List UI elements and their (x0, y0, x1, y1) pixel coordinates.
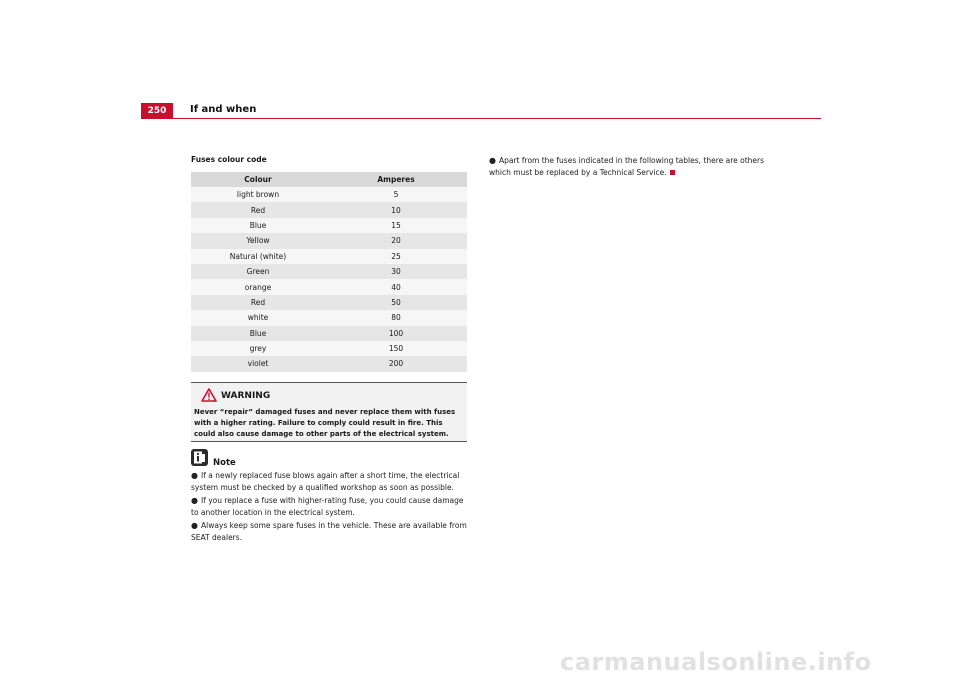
table-row (191, 341, 467, 356)
warning-text: Never “repair” damaged fuses and never replace them with fuses with a higher rating. Failure to comply could result in fire. This could also cause damage to other parts of the electrical system. (194, 408, 456, 438)
page-number: 250 (141, 103, 173, 119)
amperes-cell: 30 (325, 264, 467, 279)
amperes-cell: 5 (325, 187, 467, 202)
colour-cell: Blue (191, 326, 325, 341)
colour-cell: Blue (191, 218, 325, 233)
table-row (191, 295, 467, 310)
note-title: Note (213, 458, 236, 468)
table-row (191, 187, 467, 202)
table-header-row (191, 172, 467, 187)
header-rule (141, 118, 821, 119)
note-bullet (191, 495, 469, 518)
amperes-cell: 200 (325, 356, 467, 371)
table-row (191, 356, 467, 371)
chapter-title: If and when (190, 104, 257, 115)
note-bullet-text: If a newly replaced fuse blows again after a short time, the electrical system must be checked by a qualified workshop as soon as possible. (191, 471, 460, 492)
note-bullet-text: Always keep some spare fuses in the vehicle. These are available from SEAT dealers. (191, 521, 467, 542)
table-row (191, 326, 467, 341)
right-column-bullet-text: Apart from the fuses indicated in the following tables, there are others which must be replaced by a Technical Service. (489, 156, 765, 177)
bullet-glyph: ● (191, 496, 198, 505)
table-row (191, 218, 467, 233)
warning-box (191, 382, 467, 442)
colour-cell: violet (191, 356, 325, 371)
amperes-cell: 20 (325, 233, 467, 248)
colour-cell: white (191, 310, 325, 325)
warning-triangle-icon (201, 387, 217, 406)
colour-cell: orange (191, 279, 325, 294)
table-row (191, 264, 467, 279)
bullet-glyph: ● (191, 471, 198, 480)
section-heading: Fuses colour code (191, 155, 267, 164)
fuse-colour-table (191, 172, 467, 372)
amperes-cell: 40 (325, 279, 467, 294)
note-bullet-text: If you replace a fuse with higher-rating fuse, you could cause damage to another location in the electrical system. (191, 496, 464, 517)
colour-cell: Red (191, 202, 325, 217)
watermark: carmanualsonline.info (560, 648, 872, 676)
colour-cell: Red (191, 295, 325, 310)
table-row (191, 233, 467, 248)
table-row (191, 249, 467, 264)
colour-cell: grey (191, 341, 325, 356)
note-bullet (191, 520, 469, 543)
note-bullet (191, 470, 469, 493)
amperes-cell: 50 (325, 295, 467, 310)
colour-cell: Green (191, 264, 325, 279)
table-row (191, 279, 467, 294)
table-row (191, 202, 467, 217)
amperes-cell: 15 (325, 218, 467, 233)
amperes-cell: 25 (325, 249, 467, 264)
info-note-icon (191, 449, 208, 466)
colour-cell: Yellow (191, 233, 325, 248)
table-row (191, 310, 467, 325)
bullet-glyph: ● (191, 521, 198, 530)
colour-cell: light brown (191, 187, 325, 202)
bullet-glyph: ● (489, 156, 496, 165)
amperes-cell: 80 (325, 310, 467, 325)
section-end-marker (670, 170, 675, 175)
amperes-cell: 150 (325, 341, 467, 356)
amperes-cell: 10 (325, 202, 467, 217)
amperes-cell: 100 (325, 326, 467, 341)
warning-title: WARNING (221, 391, 271, 401)
colour-cell: Natural (white) (191, 249, 325, 264)
right-column-bullet (489, 155, 769, 178)
column-header-colour: Colour (191, 172, 325, 187)
column-header-amperes: Amperes (325, 172, 467, 187)
